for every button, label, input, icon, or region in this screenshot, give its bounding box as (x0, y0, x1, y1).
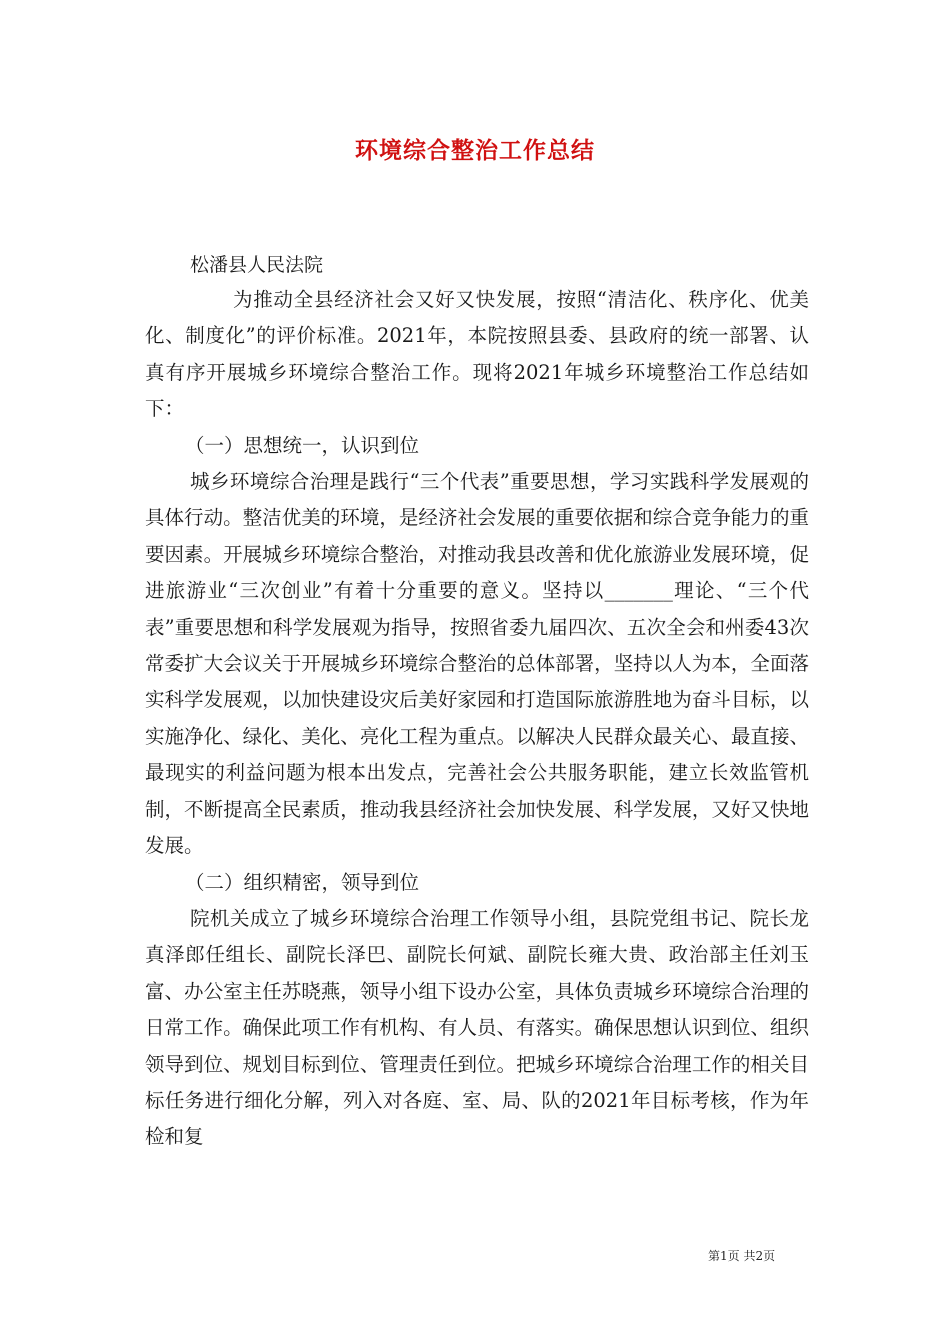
page-number: 第1页 共2页 (708, 1249, 776, 1263)
section-1-paragraph: 城乡环境综合治理是践行“三个代表”重要思想，学习实践科学发展观的具体行动。整洁优美的环境，是经济社会发展的重要依据和综合竞争能力的重要因素。开展城乡环境综合整治，对推动我县改善和优化旅游业发展环境，促进旅游业“三次创业”有着十分重要的意义。坚持以_______理论、“三个代表”重要思想和科学发展观为指导，按照省委九届四次、五次全会和州委43次常委扩大会议关于开展城乡环境综合整治的总体部署，坚持以人为本，全面落实科学发展观，以加快建设灾后美好家园和打造国际旅游胜地为奋斗目标，以实施净化、绿化、美化、亮化工程为重点。以解决人民群众最关心、最直接、最现实的利益问题为根本出发点，完善社会公共服务职能，建立长效监管机制，不断提高全民素质，推动我县经济社会加快发展、科学发展，又好又快地发展。 (145, 470, 809, 858)
document-title: 环境综合整治工作总结 (355, 137, 595, 164)
section-heading-1: （一）思想统一，认识到位 (185, 433, 420, 457)
intro-paragraph: 为推动全县经济社会又好又快发展，按照“清洁化、秩序化、优美化、制度化”的评价标准。2021年，本院按照县委、县政府的统一部署、认真有序开展城乡环境综合整治工作。现将2021年城乡环境整治工作总结如下： (145, 288, 809, 421)
section-2-paragraph: 院机关成立了城乡环境综合治理工作领导小组，县院党组书记、院长龙真泽郎任组长、副院长泽巴、副院长何斌、副院长雍大贵、政治部主任刘玉富、办公室主任苏晓燕，领导小组下设办公室，具体负责城乡环境综合治理的日常工作。确保此项工作有机构、有人员、有落实。确保思想认识到位、组织领导到位、规划目标到位、管理责任到位。把城乡环境综合治理工作的相关目标任务进行细化分解，列入对各庭、室、局、队的2021年目标考核，作为年检和复 (145, 906, 809, 1149)
section-heading-2: （二）组织精密，领导到位 (185, 870, 420, 894)
document-body (145, 282, 809, 1156)
author-line: 松潘县人民法院 (190, 254, 324, 276)
